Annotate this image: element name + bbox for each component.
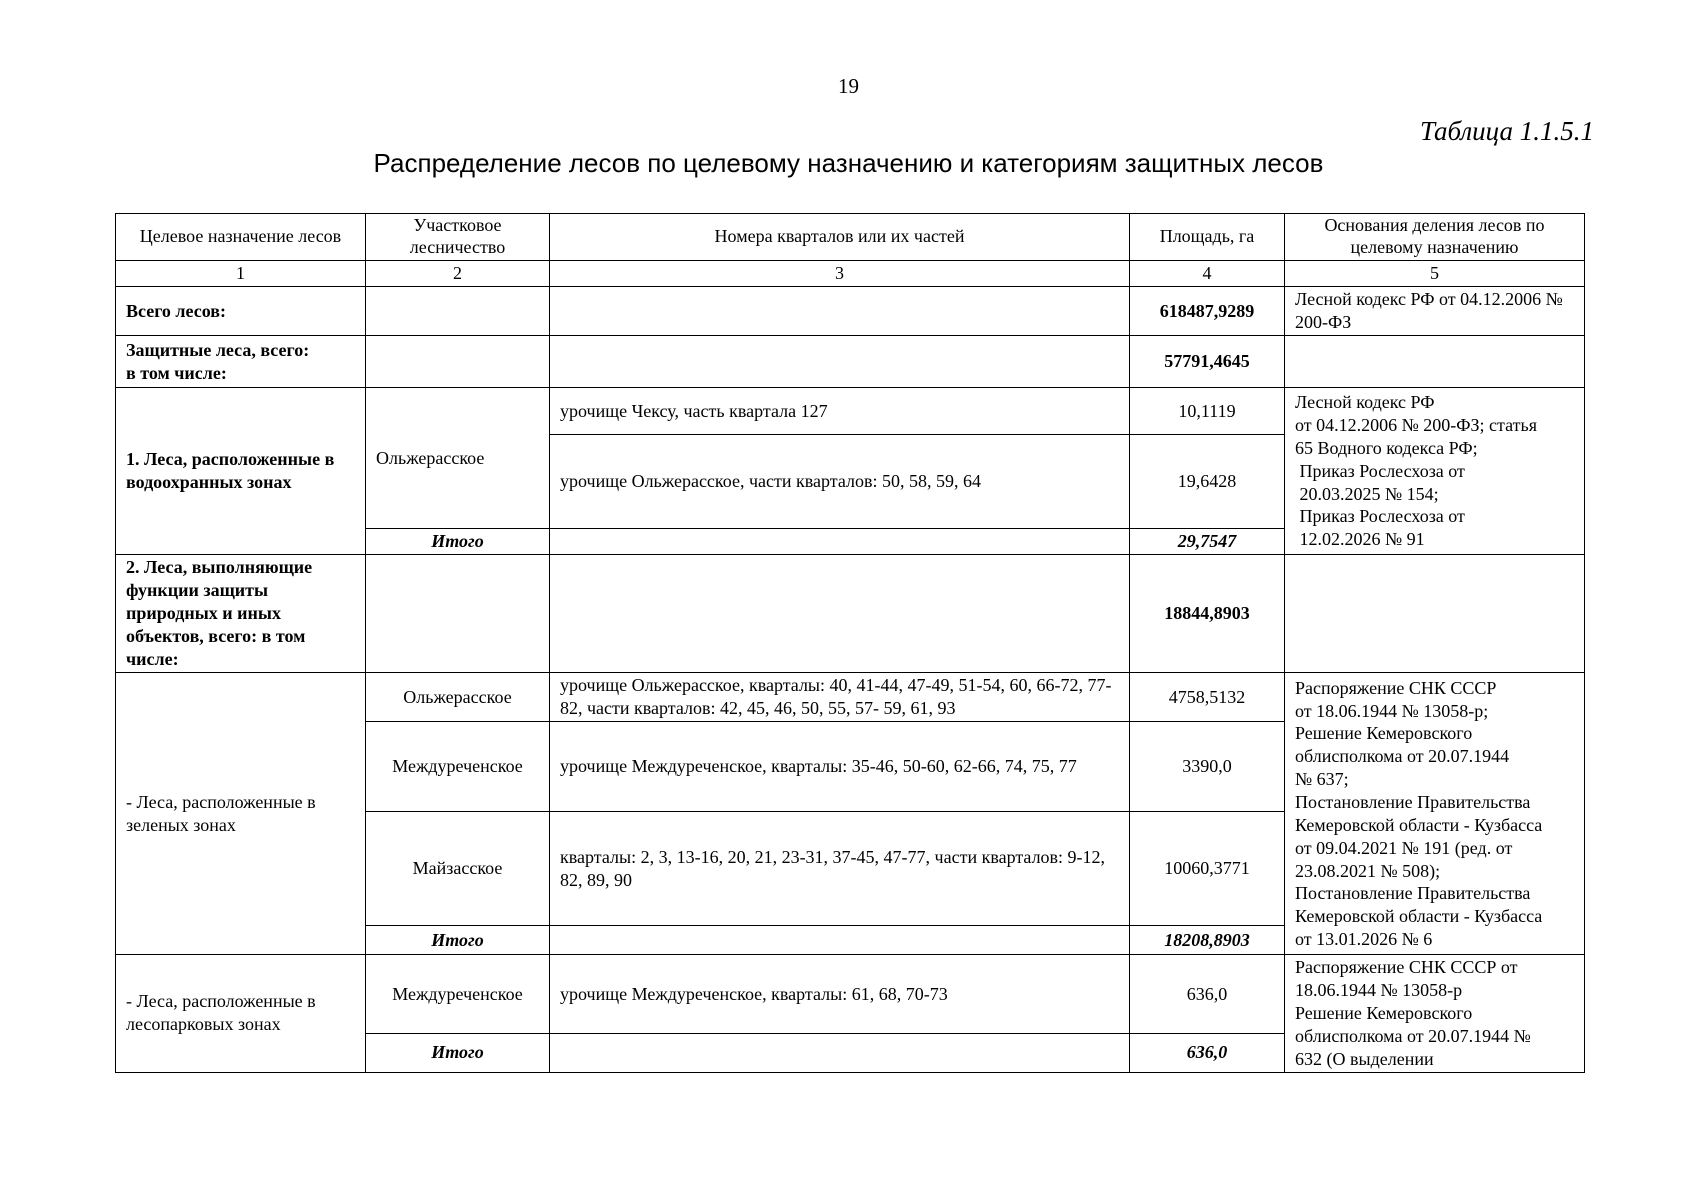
natural-protection-label: 2. Леса, выполняющие функции защиты природных и иных объектов, всего: в том числе: bbox=[116, 555, 366, 673]
basis-line: Кемеровской области - Кузбасса bbox=[1295, 814, 1543, 835]
water-zone-forestry: Ольжерасское bbox=[366, 388, 550, 529]
total-forests-basis: Лесной кодекс РФ от 04.12.2006 № 200-ФЗ bbox=[1285, 287, 1585, 336]
water-zone-row bbox=[116, 388, 1585, 435]
natural-protection-area: 18844,8903 bbox=[1130, 555, 1285, 673]
basis-line: Распоряжение СНК СССР от bbox=[1295, 957, 1518, 978]
basis-line: Постановление Правительства bbox=[1295, 791, 1531, 812]
empty-cell bbox=[550, 287, 1130, 336]
header-area: Площадь, га bbox=[1130, 214, 1285, 261]
subtotal-label: Итого bbox=[366, 529, 550, 555]
basis-line: от 04.12.2006 № 200-ФЗ; статья bbox=[1295, 414, 1537, 435]
park-zone-label: - Леса, расположенные в лесопарковых зонах bbox=[116, 955, 366, 1072]
empty-cell bbox=[366, 555, 550, 673]
water-zone-label: 1. Леса, расположенные в водоохранных зонах bbox=[116, 388, 366, 555]
subtotal-area: 18208,8903 bbox=[1130, 926, 1285, 955]
empty-cell bbox=[366, 336, 550, 388]
basis-line: 12.02.2026 № 91 bbox=[1295, 529, 1425, 550]
empty-cell bbox=[550, 926, 1130, 955]
green-zone-label: - Леса, расположенные в зеленых зонах bbox=[116, 673, 366, 955]
basis-line: облисполкома от 20.07.1944 bbox=[1295, 746, 1510, 767]
subtotal-label: Итого bbox=[366, 926, 550, 955]
protective-label-line: в том числе: bbox=[126, 362, 227, 383]
basis-line: Приказ Рослесхоза от bbox=[1295, 506, 1465, 527]
park-zone-forestry: Междуреченское bbox=[366, 955, 550, 1034]
table-label: Таблица 1.1.5.1 bbox=[1419, 116, 1594, 146]
col-number: 5 bbox=[1285, 261, 1585, 287]
park-zone-area: 636,0 bbox=[1130, 955, 1285, 1034]
empty-cell bbox=[1285, 555, 1585, 673]
basis-line: Решение Кемеровского bbox=[1295, 1003, 1473, 1024]
forest-distribution-table bbox=[115, 213, 1585, 1073]
header-row bbox=[116, 214, 1585, 261]
basis-line: Распоряжение СНК СССР bbox=[1295, 677, 1497, 698]
basis-line: Решение Кемеровского bbox=[1295, 723, 1473, 744]
basis-line: от 13.01.2026 № 6 bbox=[1295, 929, 1433, 950]
basis-line: Кемеровской области - Кузбасса bbox=[1295, 906, 1543, 927]
basis-line: 20.03.2025 № 154; bbox=[1295, 483, 1439, 504]
green-zone-area: 3390,0 bbox=[1130, 722, 1285, 812]
basis-line: Постановление Правительства bbox=[1295, 883, 1531, 904]
water-zone-area: 19,6428 bbox=[1130, 435, 1285, 529]
subtotal-area: 636,0 bbox=[1130, 1033, 1285, 1072]
col-number: 1 bbox=[116, 261, 366, 287]
basis-line: 18.06.1944 № 13058-р bbox=[1295, 980, 1463, 1001]
park-zone-quarters: урочище Междуреченское, кварталы: 61, 68, 70-73 bbox=[550, 955, 1130, 1034]
basis-line: 632 (О выделении bbox=[1295, 1048, 1434, 1069]
protective-forests-row bbox=[116, 336, 1585, 388]
subtotal-label: Итого bbox=[366, 1033, 550, 1072]
park-zone-row bbox=[116, 955, 1585, 1034]
empty-cell bbox=[550, 336, 1130, 388]
green-zone-row bbox=[116, 673, 1585, 722]
table-title: Распределение лесов по целевому назначению и категориям защитных лесов bbox=[373, 148, 1324, 178]
protective-label-line: Защитные леса, всего: bbox=[126, 339, 310, 360]
basis-line: от 09.04.2021 № 191 (ред. от bbox=[1295, 837, 1513, 858]
green-zone-forestry: Междуреченское bbox=[366, 722, 550, 812]
col-number: 2 bbox=[366, 261, 550, 287]
empty-cell bbox=[550, 529, 1130, 555]
empty-cell bbox=[550, 1033, 1130, 1072]
green-zone-area: 4758,5132 bbox=[1130, 673, 1285, 722]
header-quarters: Номера кварталов или их частей bbox=[550, 214, 1130, 261]
header-purpose: Целевое назначение лесов bbox=[116, 214, 366, 261]
water-zone-quarters: урочище Ольжерасское, части кварталов: 50, 58, 59, 64 bbox=[550, 435, 1130, 529]
header-forestry: Участковое лесничество bbox=[366, 214, 550, 261]
header-basis: Основания деления лесов по целевому назначению bbox=[1285, 214, 1585, 261]
basis-line: 65 Водного кодекса РФ; bbox=[1295, 437, 1478, 458]
empty-cell bbox=[1285, 336, 1585, 388]
column-number-row bbox=[116, 261, 1585, 287]
basis-line: Лесной кодекс РФ bbox=[1295, 392, 1435, 413]
water-zone-basis bbox=[1285, 388, 1585, 555]
basis-line: облисполкома от 20.07.1944 № bbox=[1295, 1025, 1531, 1046]
col-number: 4 bbox=[1130, 261, 1285, 287]
col-number: 3 bbox=[550, 261, 1130, 287]
total-forests-area: 618487,9289 bbox=[1130, 287, 1285, 336]
empty-cell bbox=[550, 555, 1130, 673]
basis-line: от 18.06.1944 № 13058-р; bbox=[1295, 700, 1489, 721]
page-number: 19 bbox=[838, 74, 859, 98]
basis-line: 23.08.2021 № 508); bbox=[1295, 860, 1441, 881]
green-zone-quarters: кварталы: 2, 3, 13-16, 20, 21, 23-31, 37-45, 47-77, части кварталов: 9-12, 82, 89, 90 bbox=[550, 812, 1130, 926]
park-zone-basis bbox=[1285, 955, 1585, 1072]
water-zone-quarters: урочище Чексу, часть квартала 127 bbox=[550, 388, 1130, 435]
green-zone-forestry: Ольжерасское bbox=[366, 673, 550, 722]
protective-forests-area: 57791,4645 bbox=[1130, 336, 1285, 388]
subtotal-area: 29,7547 bbox=[1130, 529, 1285, 555]
total-forests-label: Всего лесов: bbox=[116, 287, 366, 336]
basis-line: Приказ Рослесхоза от bbox=[1295, 460, 1465, 481]
green-zone-quarters: урочище Ольжерасское, кварталы: 40, 41-44, 47-49, 51-54, 60, 66-72, 77-82, части кварталов: 42, 45, 46, 50, 55, 57- 59, 61, 93 bbox=[550, 673, 1130, 722]
green-zone-basis bbox=[1285, 673, 1585, 955]
empty-cell bbox=[366, 287, 550, 336]
protective-forests-label bbox=[116, 336, 366, 388]
basis-line: № 637; bbox=[1295, 769, 1349, 790]
natural-protection-row bbox=[116, 555, 1585, 673]
water-zone-area: 10,1119 bbox=[1130, 388, 1285, 435]
green-zone-area: 10060,3771 bbox=[1130, 812, 1285, 926]
total-forests-row bbox=[116, 287, 1585, 336]
green-zone-forestry: Майзасское bbox=[366, 812, 550, 926]
green-zone-quarters: урочище Междуреченское, кварталы: 35-46, 50-60, 62-66, 74, 75, 77 bbox=[550, 722, 1130, 812]
